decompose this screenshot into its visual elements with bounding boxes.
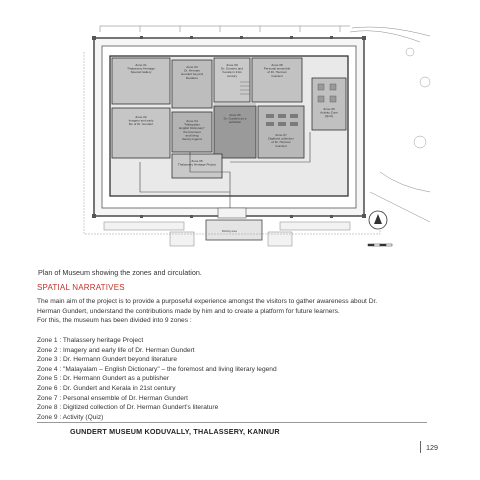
zone-label: Zone 02 Imagery and early life of Dr. Gundert [128, 115, 154, 127]
footer-title: GUNDERT MUSEUM KODUVALLY, THALASSERY, KANNUR [70, 427, 280, 436]
zone-label: Zone 08 Personal ensemble of Dr. Herman Gundert [263, 63, 291, 78]
zone-label: Zone 04 "Malayalam English Dictionary" the foremost and living literary legend [179, 119, 205, 141]
intro-line: The main aim of the project is to provide a purposeful experience amongst the visitors to gather awareness about Dr. [37, 298, 378, 305]
zone-list-item: Zone 7 : Personal ensemble of Dr. Herman Gundert [37, 394, 188, 402]
intro-paragraph [37, 297, 437, 326]
zone-list-item: Zone 6 : Dr. Gundert and Kerala in 21st century [37, 384, 176, 392]
page-number-separator [420, 441, 421, 453]
page-number: 129 [426, 443, 438, 452]
zone-list [37, 336, 277, 422]
zone-list-item: Zone 8 : Digitized collection of Dr. Herman Gundert’s literature [37, 404, 219, 412]
footer-divider [37, 422, 427, 423]
top-column-ticks [100, 26, 350, 32]
zone-label: Zone 09 Dr. Gundert and Kerala in 21st century [220, 63, 244, 78]
zone-label: Zone 01 Thalassery Heritage Special Gallery [127, 63, 155, 75]
zone-label: Zone 07 Digitized collection of Dr. Herman Gundert [268, 133, 294, 148]
north-arrow-icon [369, 211, 387, 229]
zone-list-item: Zone 5 : Dr. Hermann Gundert as a publisher [37, 375, 169, 383]
entrance-steps [218, 208, 246, 218]
section-heading: SPATIAL NARRATIVES [37, 283, 125, 292]
briefing-area-label: Briefing area [222, 230, 237, 233]
zone-list-item: Zone 4 : "Malayalam – English Dictionary" – the foremost and living literary legend [37, 365, 277, 373]
zone-list-item: Zone 1 : Thalassery heritage Project [37, 337, 144, 344]
zone-label: Zone 05 Thalassery Heritage Project [177, 159, 217, 167]
floor-plan-drawing [80, 22, 436, 272]
zone-list-item: Zone 9 : Activity (Quiz) [37, 413, 104, 421]
zone-list-item: Zone 3 : Dr. Hermann Gundert beyond literature [37, 356, 178, 364]
zone-label: Zone 09 Activity Zone (Quiz) [320, 107, 338, 119]
scale-bar-icon [368, 244, 392, 246]
zone-list-item: Zone 2 : Imagery and early life of Dr. Herman Gundert [37, 346, 195, 354]
plan-caption: Plan of Museum showing the zones and circulation. [38, 268, 202, 277]
museum-floor-plan [80, 22, 436, 272]
intro-line: Herman Gundert, understand the contributions made by him and to create a platform for future learners. [37, 307, 340, 315]
intro-line: For this, the museum has been divided into 9 zones : [37, 317, 192, 325]
zone-label: Zone 03 Dr. Herman Gundert beyond literature [180, 65, 204, 80]
zone-label: Zone 06 Dr. Gundert as a publisher [223, 113, 247, 125]
